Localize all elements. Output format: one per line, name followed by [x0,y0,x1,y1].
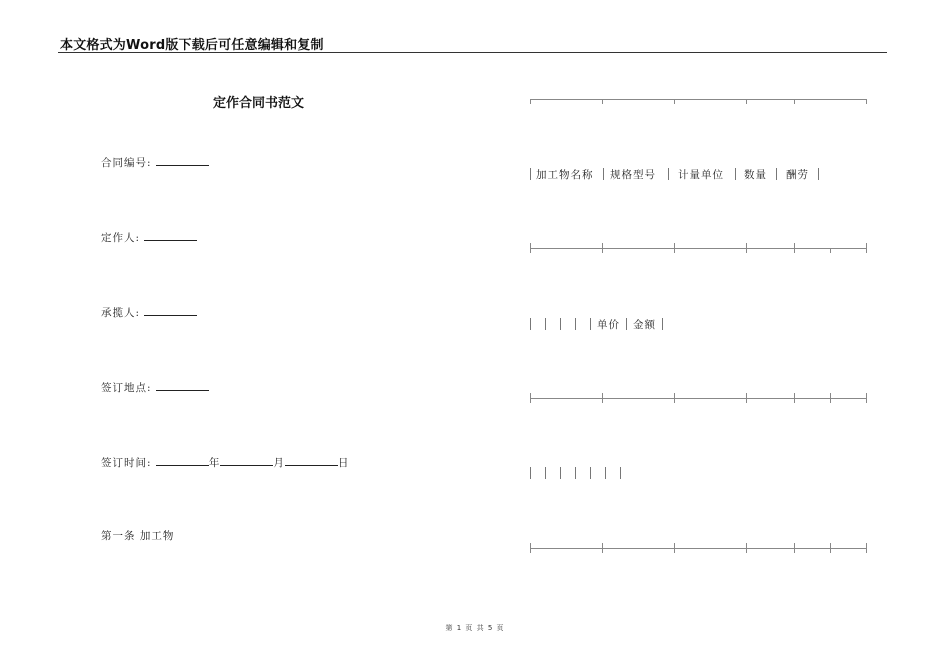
table-border-line [530,99,866,100]
cell-divider [818,168,819,180]
sign-month-blank [220,454,273,466]
contractor-blank [144,304,197,316]
table-border-line [530,248,866,249]
cell-divider [575,467,576,479]
cell-divider [776,168,777,180]
document-title: 定作合同书范文 [213,96,305,111]
table-tick [602,543,603,553]
cell-divider [530,168,531,180]
cell-divider [605,467,606,479]
table-tick [746,243,747,253]
table-tick [674,393,675,403]
table-tick [602,243,603,253]
table-tick [830,393,831,403]
orderer-blank [144,229,197,241]
cell-divider [530,318,531,330]
table-tick [830,543,831,553]
contract-number-blank [156,154,209,166]
cell-divider [735,168,736,180]
cell-divider [560,318,561,330]
table-tick [530,99,531,104]
orderer-field [101,229,197,245]
header-cell-spec-model: 规格型号 [610,169,656,181]
article-one-heading: 第一条 加工物 [101,530,175,542]
header-cell-quantity: 数量 [744,169,767,181]
header-cell-unit-price: 单价 [597,319,620,331]
cell-divider [603,168,604,180]
header-cell-item-name: 加工物名称 [536,169,594,181]
document-header-title: 本文格式为Word版下载后可任意编辑和复制 [60,38,324,53]
table-tick [866,99,867,104]
table-tick [674,99,675,104]
table-tick [866,243,867,253]
header-cell-remuneration: 酬劳 [786,169,809,181]
sign-place-label: 签订地点: [101,382,152,394]
table-tick [794,543,795,553]
table-tick [530,543,531,553]
cell-divider [590,318,591,330]
cell-divider [626,318,627,330]
cell-divider [662,318,663,330]
cell-divider [545,318,546,330]
table-tick [746,99,747,104]
cell-divider [620,467,621,479]
table-tick [530,393,531,403]
table-tick [602,99,603,104]
cell-divider [575,318,576,330]
cell-divider [545,467,546,479]
cell-divider [530,467,531,479]
sign-day-blank [285,454,338,466]
table-tick [830,248,831,253]
table-tick [794,393,795,403]
cell-divider [668,168,669,180]
orderer-label: 定作人: [101,232,141,244]
page-footer: 第 1 页 共 5 页 [445,624,505,632]
sign-year-blank [156,454,209,466]
cell-divider [560,467,561,479]
sign-time-label: 签订时间: [101,457,152,469]
sign-time-field [101,454,349,470]
table-tick [746,543,747,553]
month-label: 月 [273,457,285,469]
table-tick [746,393,747,403]
cell-divider [590,467,591,479]
sign-place-field [101,379,209,395]
table-tick [602,393,603,403]
header-divider [58,52,887,53]
header-cell-unit: 计量单位 [678,169,724,181]
contractor-label: 承揽人: [101,307,141,319]
table-tick [530,243,531,253]
table-tick [674,243,675,253]
contractor-field [101,304,197,320]
table-border-line [530,548,866,549]
contract-number-field [101,154,209,170]
table-tick [866,543,867,553]
day-label: 日 [337,457,350,469]
header-cell-amount: 金额 [633,319,656,331]
table-tick [794,99,795,104]
sign-place-blank [156,379,209,391]
contract-number-label: 合同编号: [101,157,152,169]
year-label: 年 [208,457,221,469]
table-tick [674,543,675,553]
table-tick [794,243,795,253]
table-border-line [530,398,866,399]
table-tick [866,393,867,403]
